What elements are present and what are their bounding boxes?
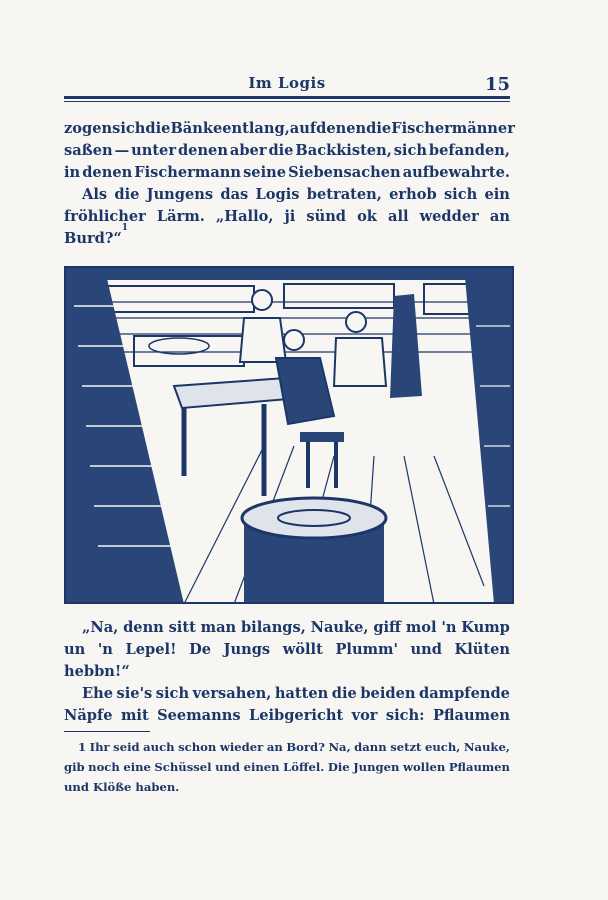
word: Backkisten, <box>295 142 392 159</box>
word: an <box>266 740 283 754</box>
word: ji <box>284 208 296 225</box>
word: Schüssel <box>154 760 212 774</box>
word: Leibgericht <box>248 707 344 724</box>
word: bilangs, <box>240 619 306 636</box>
word: die <box>145 120 171 137</box>
word: De <box>189 641 212 658</box>
word: Nauke, <box>463 740 510 754</box>
footnotes <box>64 737 510 797</box>
word: sitt <box>168 619 196 636</box>
body-text-bottom <box>64 617 510 727</box>
word: beiden <box>360 685 416 702</box>
word: un <box>64 641 86 658</box>
footnote-line <box>64 757 510 777</box>
chapter-title: Im Logis <box>248 74 326 92</box>
word: Löffel. <box>283 760 325 774</box>
word: dampfende <box>419 685 510 702</box>
word: sich <box>443 186 478 203</box>
word: fröhlicher <box>64 208 146 225</box>
text-line: hebbn!“ <box>64 663 130 680</box>
word: hatten <box>274 685 329 702</box>
footnote-rule <box>64 731 150 732</box>
word: euch, <box>424 740 461 754</box>
word: „Hallo, <box>215 208 274 225</box>
text-line <box>64 639 510 661</box>
word: die <box>331 685 357 702</box>
word: die <box>114 186 140 203</box>
text-line <box>64 140 510 162</box>
footnote-line: und Klöße haben. <box>64 780 180 794</box>
text-line <box>64 184 510 206</box>
word: 1 <box>78 740 87 754</box>
word: schon <box>178 740 217 754</box>
footnote-ref: 1 <box>121 223 129 233</box>
word: Logis <box>255 186 300 203</box>
text-line <box>64 206 510 228</box>
word: Die <box>327 760 350 774</box>
word: befanden, <box>428 142 510 159</box>
word: Bord? <box>286 740 325 754</box>
word: Näpfe <box>64 707 113 724</box>
word: Jungens <box>146 186 214 203</box>
word: Pflaumen <box>448 760 510 774</box>
word: betraten, <box>306 186 382 203</box>
word: wöllt <box>282 641 323 658</box>
word: Ihr <box>89 740 110 754</box>
page-number: 15 <box>484 74 510 95</box>
word: Plumm' <box>335 641 398 658</box>
text-line <box>64 705 510 727</box>
word: all <box>387 208 409 225</box>
word: in <box>64 164 81 181</box>
word: Als <box>82 186 108 203</box>
word: aufbewahrte. <box>402 164 510 181</box>
word: zogen <box>64 120 113 137</box>
word: sich <box>155 685 190 702</box>
word: ein <box>484 186 510 203</box>
word: wollen <box>402 760 446 774</box>
word: seine <box>243 164 287 181</box>
word: Nauke, <box>310 619 369 636</box>
word: 'n <box>441 619 457 636</box>
running-head <box>64 70 510 96</box>
word: auf <box>289 120 317 137</box>
word: denen <box>177 142 228 159</box>
word: mol <box>405 619 437 636</box>
text-line <box>64 683 510 705</box>
word: denen <box>316 120 367 137</box>
word: Kump <box>461 619 510 636</box>
word: „Na, <box>82 619 119 636</box>
word: ok <box>357 208 377 225</box>
header-rule-thick <box>64 96 510 99</box>
word: Jungs <box>223 641 271 658</box>
word: versahen, <box>192 685 272 702</box>
word: Siebensachen <box>288 164 401 181</box>
header-rule-thin <box>64 101 510 102</box>
word: sich <box>112 120 146 137</box>
word: Jungen <box>353 760 400 774</box>
word: und <box>215 760 241 774</box>
text-line <box>64 617 510 639</box>
word: die <box>366 120 392 137</box>
word: sünd <box>306 208 347 225</box>
word: — <box>114 142 130 159</box>
word: man <box>200 619 237 636</box>
word: mit <box>120 707 149 724</box>
word: seid <box>113 740 140 754</box>
word: gib <box>64 760 85 774</box>
word: Na, <box>328 740 351 754</box>
word: noch <box>88 760 120 774</box>
word: wieder <box>219 740 264 754</box>
word: sich <box>393 142 427 159</box>
word: Lärm. <box>156 208 205 225</box>
word: aber <box>229 142 267 159</box>
word: 'n <box>97 641 113 658</box>
word: Ehe <box>82 685 114 702</box>
word: einen <box>243 760 280 774</box>
word: setzt <box>390 740 422 754</box>
word: auch <box>143 740 175 754</box>
word: sie's <box>116 685 153 702</box>
word: Klüten <box>454 641 510 658</box>
word: entlang, <box>222 120 290 137</box>
word: Pflaumen <box>432 707 510 724</box>
footnote-line <box>64 737 510 757</box>
word: erhob <box>389 186 437 203</box>
word: sich: <box>385 707 425 724</box>
body-text-top <box>64 118 515 250</box>
word: die <box>268 142 294 159</box>
word: eine <box>123 760 151 774</box>
word: an <box>489 208 510 225</box>
cabin-illustration <box>64 266 514 604</box>
word: unter <box>131 142 177 159</box>
text-line <box>64 162 510 184</box>
text-line <box>64 118 515 140</box>
text-line: Burd?“ 1 <box>64 228 510 250</box>
word: Fischermänner <box>391 120 515 137</box>
word: Lepel! <box>125 641 177 658</box>
word: saßen <box>64 142 113 159</box>
word: und <box>410 641 442 658</box>
word: denn <box>123 619 164 636</box>
word: dann <box>354 740 387 754</box>
word: Seemanns <box>157 707 241 724</box>
word: giff <box>373 619 402 636</box>
word: das <box>220 186 249 203</box>
word: wedder <box>419 208 479 225</box>
illustration-drawing <box>64 266 514 604</box>
word: Bänke <box>170 120 223 137</box>
word: denen <box>82 164 133 181</box>
word: vor <box>351 707 378 724</box>
word: Fischermann <box>134 164 241 181</box>
